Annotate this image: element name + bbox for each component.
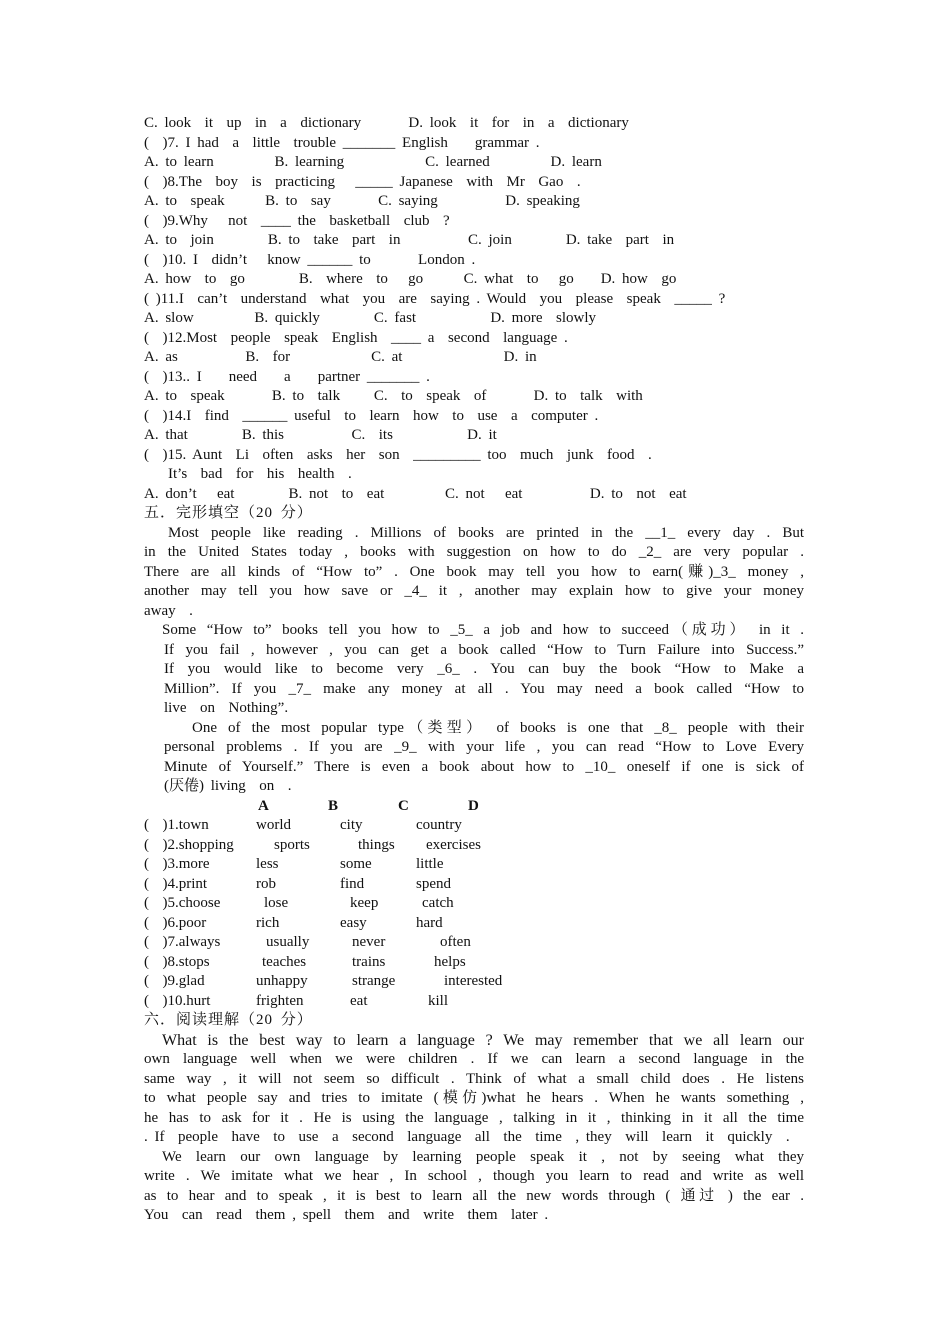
column-header: C (398, 797, 409, 814)
text-line: A. to speak B. to say C. saying D. speaking (144, 193, 580, 209)
text-line: ( )7. I had a little trouble _______ English grammar . (144, 134, 540, 151)
text-line: ( )11.I can’t understand what you are saying . Would you please speak _____ ? (144, 290, 726, 307)
text-line: It’s bad for his health . (168, 466, 352, 482)
text-line: A. slow B. quickly C. fast D. more slowly (144, 310, 596, 326)
text-line: A. to join B. to take part in C. join D. take part in (144, 232, 675, 248)
options-list (144, 816, 502, 1011)
table-row: ( )9.glad unhappy strange interested (144, 973, 503, 989)
text-line: ( )12.Most people speak English ____ a second language . (144, 329, 568, 346)
text-line: You can read them , spell them and write them later . (144, 1207, 549, 1223)
text-line: . If people have to use a second language all the time , they will learn it quickly . (144, 1129, 790, 1145)
table-row: ( )3.more less some little (144, 856, 444, 872)
text-line: If you would like to become very _6_ . You can buy the book “How to Make a (164, 661, 804, 677)
section-heading: 五．完形填空（20 分） (144, 505, 313, 521)
text-line: live on Nothing”. (164, 700, 289, 716)
table-row: ( )6.poor rich easy hard (144, 914, 443, 931)
text-line: ( )9.Why not ____ the basketball club ? (144, 212, 450, 229)
text-line: he has to ask for it . He is using the language , talking in it , thinking in it all the time (144, 1109, 804, 1126)
options-table (144, 797, 558, 817)
text-line: ( )13.. I need a partner _______ . (144, 368, 430, 385)
section-4-questions (144, 114, 804, 504)
text-line: What is the best way to learn a language ? We may remember that we all learn our (162, 1031, 804, 1049)
text-line: Some “How to” books tell you how to _5_ a job and how to succeed（成功） in it . (162, 622, 804, 638)
text-line: Most people like reading . Millions of books are printed in the __1_ every day . But (168, 524, 804, 541)
column-header: A (258, 797, 269, 814)
table-row: ( )8.stops teaches trains helps (144, 953, 466, 970)
section-5-cloze (144, 504, 804, 1011)
text-line: ( )8.The boy is practicing _____ Japanese with Mr Gao . (144, 173, 581, 190)
text-line: If you fail , however , you can get a book called “How to Turn Failure into Success.” (164, 641, 804, 658)
text-line: There are all kinds of “How to” . One book may tell you how to earn(赚)_3_ money , (144, 563, 804, 580)
text-line: A. how to go B. where to go C. what to go D. how go (144, 271, 677, 287)
text-line: away . (144, 602, 193, 619)
text-line: same way , it will not seem so difficult . Think of what a small child does . He listens (144, 1070, 804, 1087)
text-line: A. as B. for C. at D. in (144, 349, 537, 365)
options-header-row (144, 797, 558, 817)
text-line: A. to speak B. to talk C. to speak of D. to talk with (144, 388, 643, 404)
text-line: One of the most popular type（类型） of books is one that _8_ people with their (192, 719, 804, 736)
text-line: A. don’t eat B. not to eat C. not eat D. to not eat (144, 485, 687, 502)
text-line: personal problems . If you are _9_ with your life , you can read “How to Love Every (164, 739, 804, 755)
text-line: We learn our own language by learning people speak it , not by seeing what they (162, 1148, 804, 1165)
text-line: as to hear and to speak , it is best to learn all the new words through ( 通过 ) the ear . (144, 1187, 804, 1204)
text-line: C. look it up in a dictionary D. look it for in a dictionary (144, 115, 629, 131)
column-header: D (468, 797, 479, 814)
table-row: ( )4.print rob find spend (144, 875, 451, 892)
text-line: write . We imitate what we hear , In school , though you learn to read and write as well (144, 1168, 804, 1184)
text-line: (厌倦) living on . (164, 778, 292, 794)
text-line: ( )15. Aunt Li often asks her son _________ too much junk food . (144, 446, 652, 463)
text-line: in the United States today , books with suggestion on how to do _2_ are very popular . (144, 544, 804, 560)
exam-page (144, 114, 804, 1226)
text-line: A. to learn B. learning C. learned D. learn (144, 154, 602, 170)
section-6-reading (144, 1011, 804, 1226)
section-heading: 六．阅读理解（20 分） (144, 1012, 313, 1028)
text-line: Minute of Yourself.” There is even a book about how to _10_ oneself if one is sick of (164, 758, 804, 775)
table-row: ( )2.shopping sports things exercises (144, 836, 481, 853)
text-line: to what people say and tries to imitate (模仿)what he hears . When he wants something , (144, 1090, 804, 1106)
text-line: ( )14.I find ______ useful to learn how to use a computer . (144, 407, 599, 424)
text-line: ( )10. I didn’t know ______ to London . (144, 251, 476, 268)
table-row: ( )1.town world city country (144, 817, 462, 833)
table-row: ( )7.always usually never often (144, 934, 471, 950)
column-header: B (328, 797, 339, 814)
text-line: own language well when we were children . If we can learn a second language in the (144, 1051, 804, 1067)
text-line: A. that B. this C. its D. it (144, 427, 497, 443)
text-line: Million”. If you _7_ make any money at all . You may need a book called “How to (164, 680, 804, 697)
table-row: ( )5.choose lose keep catch (144, 895, 454, 911)
text-line: another may tell you how save or _4_ it , another may explain how to give your money (144, 583, 804, 599)
table-row: ( )10.hurt frighten eat kill (144, 992, 449, 1009)
